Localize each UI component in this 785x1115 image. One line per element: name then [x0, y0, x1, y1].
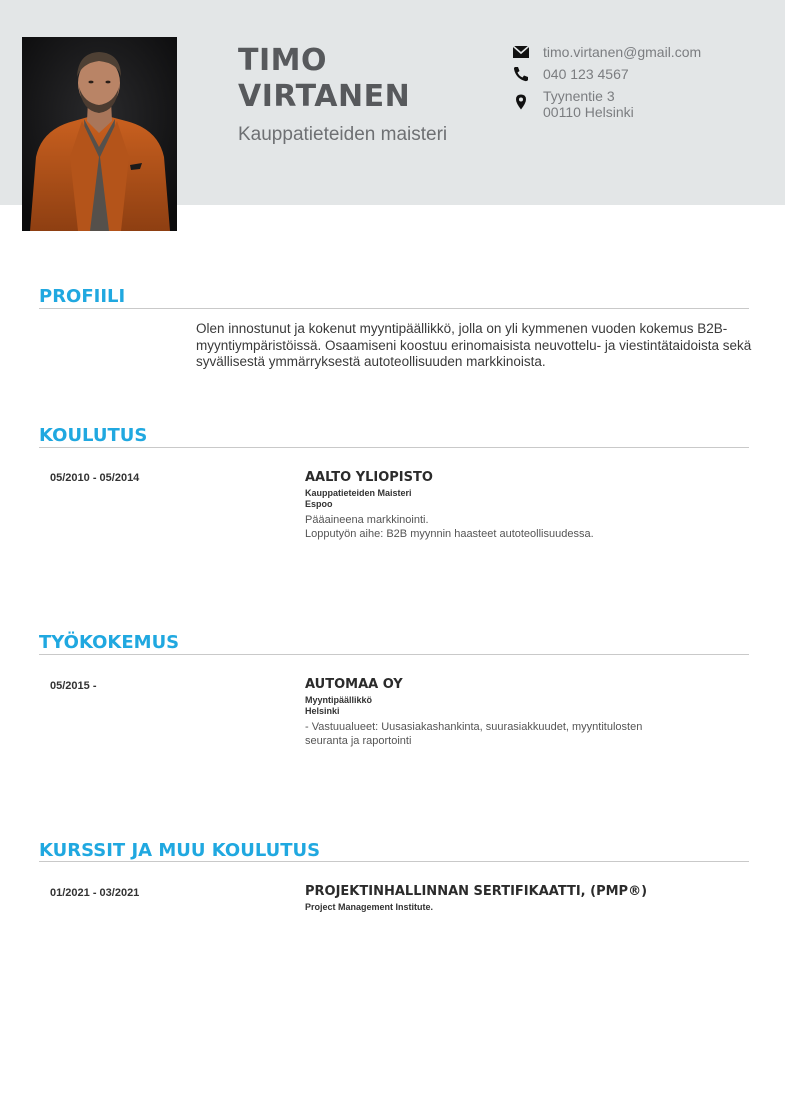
section-divider — [39, 654, 749, 655]
education-location: Espoo — [305, 499, 333, 509]
section-divider — [39, 308, 749, 309]
course-date: 01/2021 - 03/2021 — [50, 887, 140, 899]
education-desc-2: Lopputyön aihe: B2B myynnin haasteet autoteollisuudessa. — [305, 528, 594, 540]
experience-company: AUTOMAA OY — [305, 677, 403, 692]
contact-phone[interactable]: 040 123 4567 — [543, 66, 629, 82]
job-title: Kauppatieteiden maisteri — [238, 124, 448, 145]
last-name: VIRTANEN — [238, 79, 411, 114]
section-title-education: KOULUTUS — [39, 425, 148, 446]
profile-photo — [22, 37, 177, 231]
envelope-icon — [512, 44, 530, 60]
section-divider — [39, 861, 749, 862]
section-title-courses: KURSSIT JA MUU KOULUTUS — [39, 840, 321, 861]
contact-address-row — [512, 88, 772, 120]
education-degree: Kauppatieteiden Maisteri — [305, 488, 412, 498]
experience-desc-1: - Vastuualueet: Uusasiakashankinta, suurasiakkuudet, myyntitulosten — [305, 721, 643, 733]
contact-info — [512, 44, 772, 126]
first-name: TIMO — [238, 43, 327, 78]
course-provider: Project Management Institute. — [305, 902, 434, 912]
profile-text: Olen innostunut ja kokenut myyntipäällikkö, jolla on yli kymmenen vuoden kokemus B2B-myyntiympäristöissä. Osaamiseni koostuu erinomaisista neuvottelu- ja viestintätaidoista sekä syvällisestä ymmärryksestä autoteollisuuden markkinoista. — [196, 321, 752, 369]
experience-date: 05/2015 - — [50, 680, 97, 692]
contact-phone-row — [512, 66, 772, 82]
experience-location: Helsinki — [305, 706, 340, 716]
contact-address — [543, 88, 634, 120]
education-institution: AALTO YLIOPISTO — [305, 470, 433, 485]
contact-email-row — [512, 44, 772, 60]
address-line-1: Tyynentie 3 — [543, 88, 615, 104]
section-title-profile: PROFIILI — [39, 286, 126, 307]
phone-icon — [512, 66, 530, 82]
experience-role: Myyntipäällikkö — [305, 695, 373, 705]
course-title: PROJEKTINHALLINNAN SERTIFIKAATTI, (PMP®) — [305, 884, 648, 899]
education-desc-1: Pääaineena markkinointi. — [305, 514, 429, 526]
person-name — [238, 43, 410, 115]
section-divider — [39, 447, 749, 448]
section-title-experience: TYÖKOKEMUS — [39, 632, 180, 653]
address-line-2: 00110 Helsinki — [543, 104, 634, 120]
course-entry — [305, 884, 745, 913]
location-pin-icon — [512, 94, 530, 110]
contact-email[interactable]: timo.virtanen@gmail.com — [543, 44, 702, 60]
experience-entry — [305, 677, 745, 748]
experience-desc-2: seuranta ja raportointi — [305, 735, 412, 747]
education-date: 05/2010 - 05/2014 — [50, 472, 140, 484]
education-entry — [305, 470, 745, 541]
